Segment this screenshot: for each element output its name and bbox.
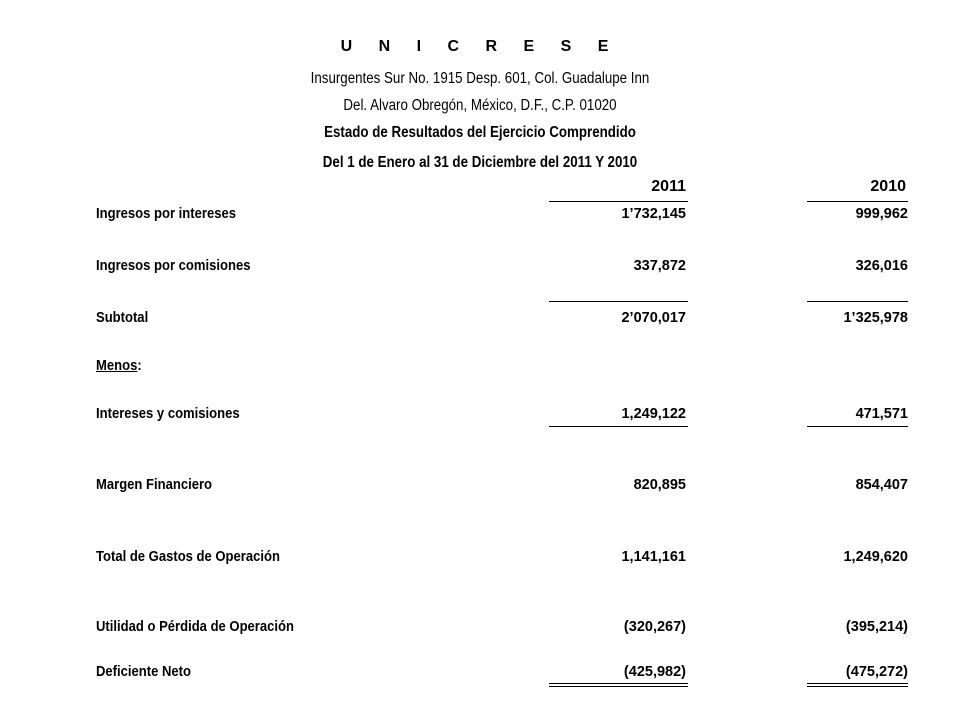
value-2010: (475,272) (845, 664, 908, 680)
intereses-rule-2011 (549, 426, 688, 427)
value-2010: 471,571 (855, 406, 908, 422)
menos-colon: : (137, 358, 142, 374)
value-2011: 1’732,145 (621, 206, 686, 222)
row-label: Total de Gastos de Operación (96, 549, 280, 565)
value-2010: 1,249,620 (843, 549, 908, 565)
value-2010: 854,407 (855, 477, 908, 493)
row-label: Margen Financiero (96, 477, 213, 493)
value-2010: 1’325,978 (843, 310, 908, 326)
row-label: Ingresos por intereses (96, 206, 236, 222)
address-line-1: Insurgentes Sur No. 1915 Desp. 601, Col. Guadalupe Inn (310, 70, 650, 87)
company-name: U N I C R E S E (340, 38, 620, 55)
value-2011: (425,982) (623, 664, 686, 680)
total-double-rule-2011 (549, 683, 688, 687)
statement-period: Del 1 de Enero al 31 de Diciembre del 2011 Y 2010 (322, 154, 638, 171)
menos-label: Menos (96, 358, 138, 374)
value-2011: 337,872 (633, 258, 686, 274)
value-2010: (395,214) (845, 619, 908, 635)
value-2010: 999,962 (855, 206, 908, 222)
value-2010: 326,016 (855, 258, 908, 274)
row-label: Ingresos por comisiones (96, 258, 251, 274)
address-line-2: Del. Alvaro Obregón, México, D.F., C.P. 01020 (343, 97, 617, 114)
column-header-2011: 2011 (651, 178, 686, 195)
total-double-rule-2010 (807, 683, 908, 687)
subtotal-rule-2011 (549, 301, 688, 302)
intereses-rule-2010 (807, 426, 908, 427)
row-label: Deficiente Neto (96, 664, 192, 680)
header-rule-2011 (549, 201, 688, 202)
subtotal-rule-2010 (807, 301, 908, 302)
value-2011: (320,267) (623, 619, 686, 635)
row-label: Subtotal (96, 310, 149, 326)
row-label: Utilidad o Pérdida de Operación (96, 619, 294, 635)
row-menos (96, 358, 142, 374)
statement-title: Estado de Resultados del Ejercicio Comprendido (324, 124, 636, 141)
value-2011: 2’070,017 (621, 310, 686, 326)
value-2011: 1,141,161 (621, 549, 686, 565)
column-header-2010: 2010 (870, 178, 906, 195)
row-label: Intereses y comisiones (96, 406, 240, 422)
value-2011: 820,895 (633, 477, 686, 493)
value-2011: 1,249,122 (621, 406, 686, 422)
header-rule-2010 (807, 201, 908, 202)
